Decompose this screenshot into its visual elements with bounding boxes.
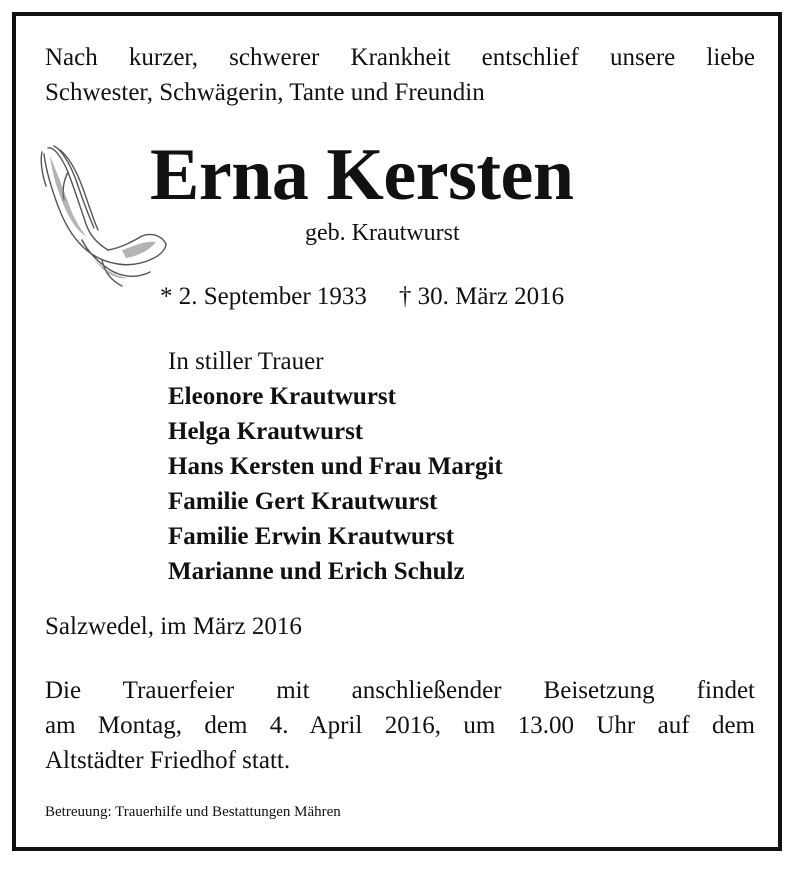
mourner-name: Marianne und Erich Schulz xyxy=(168,558,465,585)
service-line-2: am Montag, dem 4. April 2016, um 13.00 Uhr auf dem xyxy=(45,712,755,739)
service-line-3: Altstädter Friedhof statt. xyxy=(45,747,291,774)
death-date: † 30. März 2016 xyxy=(398,283,565,310)
service-line-1: Die Trauerfeier mit anschließender Beisetzung findet xyxy=(45,677,755,704)
mourner-name: Eleonore Krautwurst xyxy=(168,383,396,410)
praying-hands-icon xyxy=(38,140,168,290)
place-date: Salzwedel, im März 2016 xyxy=(45,613,302,640)
intro-text xyxy=(45,40,755,110)
service-info xyxy=(45,673,755,778)
mourner-name: Familie Erwin Krautwurst xyxy=(168,523,455,550)
mourner-name: Hans Kersten und Frau Margit xyxy=(168,453,503,480)
maiden-name: geb. Krautwurst xyxy=(305,220,460,246)
birth-date: * 2. September 1933 xyxy=(160,283,367,310)
mourner-name: Familie Gert Krautwurst xyxy=(168,488,438,515)
mourner-name: Helga Krautwurst xyxy=(168,418,364,445)
funeral-home-credit: Betreuung: Trauerhilfe und Bestattungen Mähren xyxy=(45,804,341,820)
mourners-list xyxy=(168,344,503,589)
mourning-lead: In stiller Trauer xyxy=(168,348,324,375)
intro-line-1: Nach kurzer, schwerer Krankheit entschlief unsere liebe xyxy=(45,44,755,71)
deceased-name: Erna Kersten xyxy=(150,134,574,216)
intro-line-2: Schwester, Schwägerin, Tante und Freundin xyxy=(45,79,485,106)
life-dates xyxy=(160,283,564,311)
